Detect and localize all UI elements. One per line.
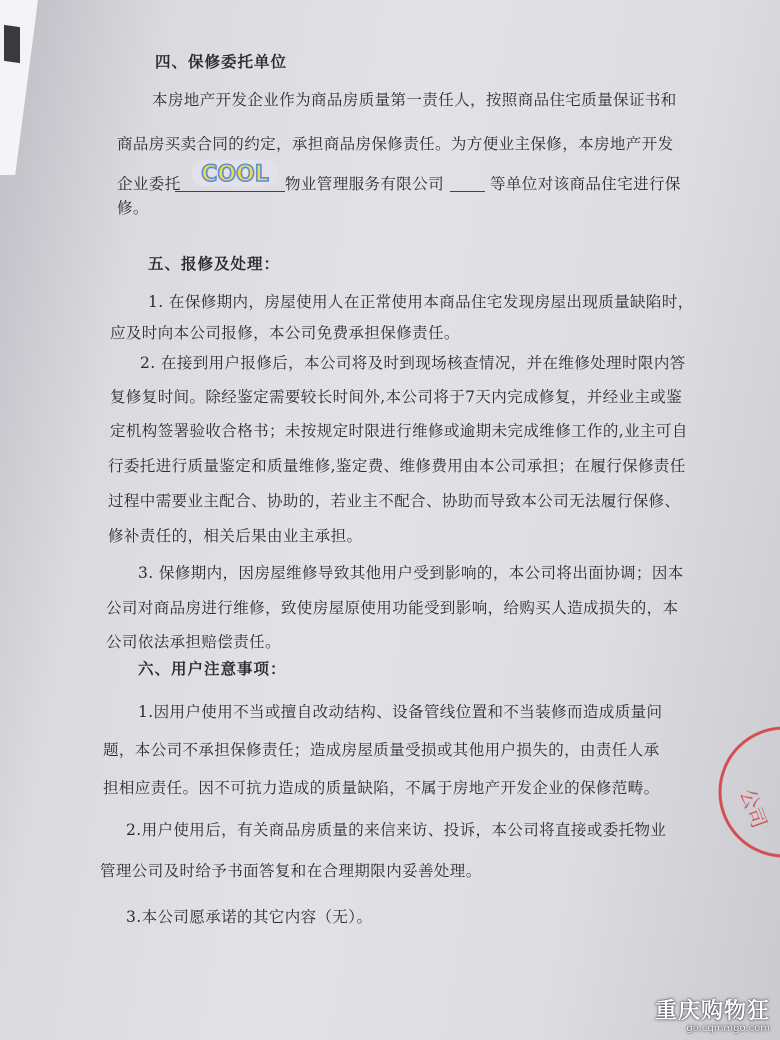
section-heading: 五、报修及处理： [148,254,281,273]
text-line: 等单位对该商品住宅进行保 [490,175,681,193]
text-line: 管理公司及时给予书面答复和在合理期限内妥善处理。 [100,862,482,880]
svg-text:COOL: COOL [201,162,269,187]
text-line: 1.因用户使用不当或擅自改动结构、设备管线位置和不当装修而造成质量问 [138,703,663,721]
text-line: 1. 在保修期内，房屋使用人在正常使用本商品住宅发现房屋出现质量缺陷时， [148,293,694,311]
text-line: 商品房买卖合同的约定，承担商品房保修责任。为方便业主保修，本房地产开发 [117,135,674,153]
cool-sticker-icon [190,156,280,190]
red-seal-stamp-icon [712,722,780,862]
text-line: 本房地产开发企业作为商品房质量第一责任人，按照商品住宅质量保证书和 [152,91,677,109]
text-line: 复修复时间。除经鉴定需要较长时间外,本公司将于7天内完成修复，并经业主或鉴 [110,388,683,406]
blank-underline [450,171,485,192]
company-name: 物业管理服务有限公司 [285,175,445,193]
text-line: 公司对商品房进行维修，致使房屋原使用功能受到影响，给购买人造成损失的，本 [106,599,679,617]
site-watermark [655,994,770,1034]
section-heading: 六、用户注意事项： [138,659,287,678]
text-line: 2.用户使用后，有关商品房质量的来信来访、投诉，本公司将直接或委托物业 [126,821,667,839]
text-line: 3. 保修期内，因房屋维修导致其他用户受到影响的，本公司将出面协调；因本 [138,564,684,582]
text-line: 题，本公司不承担保修责任；造成房屋质量受损或其他用户损失的，由责任人承 [103,741,660,759]
underlying-page-corner [0,0,38,175]
svg-text:公司: 公司 [735,785,772,832]
text-line: 修补责任的，相关后果由业主承担。 [108,527,363,545]
text-line: 公司依法承担赔偿责任。 [106,633,281,651]
text-line: 应及时向本公司报修，本公司免费承担保修责任。 [110,324,460,342]
text-line: 修。 [117,199,149,217]
watermark-title: 重庆购物狂 [654,999,770,1024]
text-line: 企业委托 [117,175,181,193]
watermark-url: go.cqmmgo.com [686,1023,770,1034]
text-line: 行委托进行质量鉴定和质量维修,鉴定费、维修费用由本公司承担；在履行保修责任 [108,457,686,475]
text-line: 2. 在接到用户报修后，本公司将及时到现场核查情况，并在维修处理时限内答 [140,354,686,372]
text-line: 3.本公司愿承诺的其它内容（无）。 [126,908,373,926]
text-line: 定机构签署验收合格书；未按规定时限进行维修或逾期未完成维修工作的,业主可自 [110,422,688,440]
section-heading: 四、保修委托单位 [155,52,288,71]
text-line: 过程中需要业主配合、协助的，若业主不配合、协助而导致本公司无法履行保修、 [108,492,681,510]
text-line: 担相应责任。因不可抗力造成的质量缺陷，不属于房地产开发企业的保修范畴。 [103,779,660,797]
